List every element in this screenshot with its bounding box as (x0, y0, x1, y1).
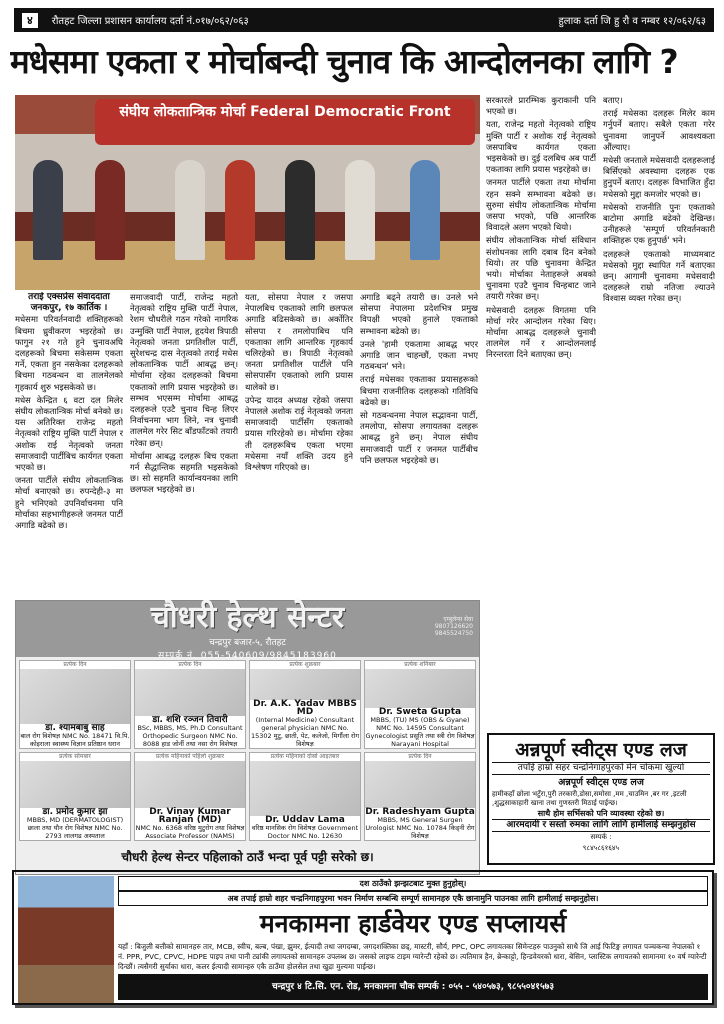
annapurna-contact-label: सम्पर्क : (590, 833, 612, 841)
hardware-line1: दश ठाउँको झन्झटबाट मुक्त हुनुहोस्। (118, 876, 708, 891)
doctor-details: MBBS, (TU) MS (OBS & Gyane) NMC No. 14595 Consultant Gynecologist प्रसूति तथा स्त्री रोग विशेषज्ञ Narayani Hospital (365, 716, 475, 748)
health-center-ad (15, 600, 480, 875)
doctor-name: Dr. Uddav Lama (265, 815, 345, 825)
doctor-photo (20, 761, 130, 808)
doctor-card (134, 752, 246, 841)
annapurna-subtitle: अन्नपूर्ण स्वीट्स एण्ड लज (558, 777, 644, 788)
doctor-card (249, 660, 361, 749)
doctor-grid (16, 657, 479, 844)
paragraph: मधेसी जनताले मधेसवादी दलहरूलाई बिर्सिएको अवस्थामा दलहरू एक हुनुपर्ने बताए। दलहरू विभाजित हुँदा मधेसको मुद्दा कमजोर भएको छ। (603, 155, 715, 199)
article-column-6 (603, 95, 715, 730)
annapurna-phone: ९८४५८६१६४५ (582, 844, 620, 852)
paragraph: समाजवादी पार्टी, राजेन्द्र महतो नेतृत्वको राष्ट्रिय मुक्ति पार्टी नेपाल, रेशम चौधरीले गठन गरेको नागरिक उन्मुक्ति पार्टी नेपाल, हृदयेश त्रिपाठी नेतृत्वको जनता प्रगतिशील पार्टी, सुरेशचन्द्र दास नेतृत्वको तराई मधेस लोकतान्त्रिक पार्टी आबद्ध छन्। मोर्चामा रहेका दलहरूको बिचमा एकताको लागि प्रयास भइरहेको छ। सम्भव भएसम्म मोर्चामा आबद्ध दलहरूले एउटै चुनाव चिन्ह लिएर निर्वाचनमा भाग लिने, नत्र चुनावी तालमेल गरेर सिट बाँडफाँटको तयारी गरेका छन्। (130, 292, 238, 448)
paragraph: उनले 'हामी एकतामा आबद्ध भएर अगाडि जान चाहन्छौं, एकता नभए गठबन्धन' भने। (360, 338, 478, 372)
health-ad-title: चौधरी हेल्थ सेन्टर (150, 600, 345, 635)
doctor-name: डा. प्रमोद कुमार झा (42, 807, 108, 817)
doctor-card (19, 660, 131, 749)
photo-banner: संघीय लोकतान्त्रिक मोर्चा Federal Democratic Front (95, 99, 475, 145)
doctor-details: MBBS, MS General Surgen Urologist NMC No. 10784 किड्नी रोग विशेषज्ञ (365, 816, 475, 840)
paragraph: मोर्चामा आबद्ध दलहरू बिच एकता गर्न सैद्धान्तिक सहमति भइसकेको छ। सो सहमति कार्यान्वयनका लागि छलफल भइरहेको छ। (130, 450, 238, 495)
doctor-name: Dr. Vinay Kumar Ranjan (MD) (149, 807, 231, 825)
doctor-schedule: प्रत्येक दिन (408, 753, 432, 760)
doctor-photo (135, 761, 245, 808)
doctor-photo (250, 669, 360, 700)
annapurna-ad (487, 733, 715, 865)
paragraph: सो गठबन्धनमा नेपाल सद्भावना पार्टी, तमलोपा, सोसपा लगायतका दलहरू आबद्ध हुने छन्। नेपाल संघीय समाजवादी पार्टी र जनमत पार्टीबीच पनि छलफल भइरहेको छ। (360, 410, 478, 465)
doctor-details: वरिष्ठ मानसिक रोग विशेषज्ञ Government Doctor NMC No. 12630 (251, 824, 359, 840)
annapurna-menu: हामीकहाँ छोला भटुँरा,पुरी तरकारी,डोसा,समोसा ,मम ,चाउमिन ,बर गर ,इटली ,शुद्धसाकाहारी खाना तथा गुणस्तरी मिठाई पाईन्छ। (492, 790, 687, 807)
paragraph: उपेन्द्र यादव अध्यक्ष रहेको जसपा नेपालले अशोक राई नेतृत्वको जनता समाजवादी पार्टीसँग एकताको प्रयास गरिरहेको छ। मोर्चामा रहेका ती दलहरूबिच एकता भएमा मधेसमा नयाँ शक्ति उदय हुने विश्लेषण गरिएको छ। (245, 394, 353, 473)
hardware-line2: अब तपाई हाम्रो शहर चन्द्रनिगाहपुरमा भवन निर्माण सम्बन्धि सम्पूर्ण सामानहरु एकै छानामुनि पाउनका लागि हामीलाई सम्झनुहोस। (118, 891, 708, 906)
health-ad-address: चन्द्रपुर बजार-५, रौतहट (209, 638, 286, 648)
health-ad-footer: चौधरी हेल्थ सेन्टर पहिलाको ठाउँ भन्दा पूर्व पट्टी सरेको छ। (121, 850, 374, 864)
doctor-details: MBBS, MD (DERMATOLOGIST) छाला तथा यौन रोग विशेषज्ञ NMC No. 2793 लालगढ अस्पताल (26, 816, 124, 840)
health-ad-header (16, 600, 479, 661)
doctor-details: बाल रोग विशेषज्ञ NMC No. 18471 वि.पि. कोइराला स्वास्थ्य विज्ञान प्रतिष्ठान धरान (20, 732, 130, 748)
doctor-schedule: प्रत्येक दिन (178, 661, 202, 668)
doctor-card (364, 752, 476, 841)
article-column-3 (245, 292, 353, 597)
doctor-photo (365, 761, 475, 808)
paragraph: बताए। (603, 95, 623, 105)
doctor-card (249, 752, 361, 841)
doctor-name: डा. श्यामबाबु साह (45, 723, 105, 733)
person-figure (285, 160, 315, 260)
article-column-1 (15, 292, 123, 597)
paragraph: संघीय लोकतान्त्रिक मोर्चा संविधान संशोधनका लागि दबाब दिन बनेको थियो। तर पछि चुनावमा केन्द्रित भयो। मोर्चाका नेताहरूले अबको चुनावमा एउटै चुनाव चिन्हबाट जाने तयारी गरेका छन्। (486, 235, 596, 302)
paragraph: मधेसमा परिवर्तनवादी शक्तिहरूको बिचमा ध्रुवीकरण भइरहेको छ। फागुन २१ गते हुने चुनावअघि दलहरूको बिचमा सकेसम्म एकता गर्ने, एकता हुन नसकेका दलहरूको बिचमा गठबन्धन वा तालमेलको गृहकार्य शुरु भइसकेको छ। (15, 314, 123, 392)
temple-image (18, 876, 114, 1003)
doctor-card (364, 660, 476, 749)
doctor-name: Dr. Sweta Gupta (378, 707, 462, 717)
hardware-body: यहाँ : बिजुली बत्तीको सामानहरु तार, MCB, स्वीच, बल्ब, पंखा, झुमर, ईत्यादी तथा जगदम्बा, जगदशक्तिका छड्, मास्टरी, सौर्य, PPC, OPC लगायतका सिमेन्टहरु पाउनुको साथै जि आई फिटिङ्ग लगायत पञ्चकन्या नेपालको १ नं. PPR, PVC, CPVC, HDPE पाइप तथा पानी ट्यांकी लगायतको सामानहरु उपलब्ध छ। जसको लाइफ टाइम ग्यारेन्टी रहेको छ। त्यतिमात्र हैन, ब्रेन्काट्टो, हिन्डवेयरको धारा, बेसिन, प्लास्टिक लगायतको सामानमा १० वर्ष ग्यारेन्टी दिन्छौं। त्यसैगरी सुर्याका धारा, कलर ईत्यादी सामान्हरु एकै ठाउँमा होलसेल तथा खुद्रा मुल्यमा पाईन्छ। (118, 942, 707, 971)
doctor-schedule: प्रत्येक दिन (63, 661, 87, 668)
news-photo (15, 95, 480, 290)
doctor-details: BSc, MBBS, MS, Ph.D Consultant Orthopedic Surgeon NMC No. 8088 हाड जोर्नी तथा नसा रोग विशेषज्ञ (137, 724, 243, 748)
doctor-card (19, 752, 131, 841)
annapurna-title: अन्नपूर्ण स्वीट्स एण्ड लज (515, 739, 687, 761)
registration-left: रौतहट जिल्ला प्रशासन कार्यालय दर्ता नं.०१७/०६२/०६३ (51, 16, 249, 27)
hardware-title: मनकामना हार्डवेयर एण्ड सप्लायर्स (259, 909, 567, 938)
hardware-footer: चन्द्रपुर ४ टि.सि. एन. रोड, मनकामना चौक सम्पर्क : ०५५ - ५४०५७३, ९८५५०४१५७३ (118, 974, 708, 1000)
doctor-schedule: प्रत्येक महिनाको पहिलो शुक्रबार (155, 753, 225, 760)
health-ad-phone: सम्पर्क नं. 055-540609/9845183960 (158, 651, 337, 661)
page-number: ४ (22, 13, 38, 28)
annapurna-slogan: आरमदायी र सस्तो रुमका लागि लागि हामीलाई सम्झनुहोस (492, 819, 710, 832)
registration-right: हुलाक दर्ता जि हु रौ व नम्बर १२/०६२/६३ (558, 16, 706, 27)
doctor-name: Dr. A.K. Yadav MBBS MD (253, 699, 357, 717)
page-header-bar (14, 8, 714, 32)
doctor-photo (135, 669, 245, 716)
paragraph: यता, सोसपा नेपाल र जसपा नेपालबिच एकताको लागि छलफल अगाडि बढिसकेको छ। अर्कोतिर सोसपा र तमलोपाबिच पनि एकताका लागि आन्तरिक गृहकार्य चलिरहेको छ। त्रिपाठी नेतृत्वको जनता प्रगतिशील पार्टीले पनि सोसपासँग एकताको लागि प्रयास थालेको छ। (245, 292, 353, 392)
annapurna-service: साथै होम सर्भिसको पनि व्यावस्था रहेको छ। (537, 809, 665, 818)
doctor-details: (Internal Medicine) Consultant general physician NMC No. 15302 मुटु, छाती, पेट, कलेजो, मिर्गौला रोग विशेषज्ञ (250, 716, 359, 748)
paragraph: मधेस केन्द्रित ६ वटा दल मिलेर संघीय लोकतान्त्रिक मोर्चा बनेको छ। यस अतिरिक्त राजेन्द्र महतो नेतृत्वको राष्ट्रिय मुक्ति पार्टी नेपाल र अशोक राई नेतृत्वको जनता समाजवादी पार्टीबिच कार्यगत एकता भएको छ। (15, 394, 123, 473)
doctor-schedule: प्रत्येक शुक्रबार (289, 661, 321, 668)
article-column-2 (130, 292, 238, 597)
paragraph: तराई मधेसका एकताका प्रयासहरूको बिचमा राजनीतिक दलहरूको गतिविधि बढेको छ। (360, 374, 478, 407)
doctor-name: Dr. Radeshyam Gupta (365, 807, 475, 817)
doctor-photo (365, 669, 475, 708)
paragraph: दलहरूले एकताको माध्यमबाट मधेसको मुद्दा स्थापित गर्ने बताएका छन्। आगामी चुनावमा मधेसवादी दलहरूले राम्रो नतिजा ल्याउने विश्वास व्यक्त गरेका छन्। (603, 248, 715, 304)
byline: तराई एक्सप्रेस संवाददाता (28, 292, 110, 302)
paragraph: जनमत पार्टीले एकता तथा मोर्चामा रहन सक्ने सम्भावना बढेको छ। सुरुमा संघीय लोकतान्त्रिक मोर्चामा जसपा भएको, पछि आन्तरिक विवादले अलग भएको थियो। (486, 177, 596, 233)
person-figure (345, 160, 375, 260)
doctor-photo (250, 761, 360, 816)
doctor-photo (20, 669, 130, 724)
paragraph: अगाडि बढ्ने तयारी छ। उनले भने सोसपा नेपालमा प्रदेशभित्र प्रमुख विपक्षी भएको हुनाले एकताको सम्भावना बढेको छ। (360, 292, 478, 336)
person-figure (410, 160, 440, 260)
paragraph: मधेसको राजनीति पुनः एकताको बाटोमा अगाडि बढेको देखिन्छ। उनीहरूले 'सम्पूर्ण परिवर्तनकारी शक्तिहरू एक हुनुपर्छ' भने। (603, 201, 715, 246)
article-column-4 (360, 292, 478, 597)
doctor-schedule: प्रत्येक सोमबार (59, 753, 91, 760)
dateline: जनकपुर, १७ कार्तिक । (30, 303, 108, 314)
paragraph: तराई मधेसका दलहरू मिलेर काम गर्नुपर्ने बताए। सबैले एकता गरेर चुनावमा जानुपर्ने आवश्यकता औंल्याए। (603, 108, 715, 152)
paragraph: मधेसवादी दलहरू विगतमा पनि मोर्चा गरेर आन्दोलन गरेका थिए। मोर्चामा आबद्ध दलहरूले चुनावी तालमेल गर्ने र आन्दोलनलाई निरन्तरता दिने बताएका छन्। (486, 304, 596, 360)
person-figure (225, 160, 255, 260)
doctor-name: डा. शशि रञ्जन तिवारी (152, 715, 228, 725)
annapurna-line1: तपाँई हाम्रो सहर चन्द्रनिगाहपुरको मेन चोकमा खुल्यो (492, 762, 710, 775)
doctor-schedule: प्रत्येक महिनाको दोस्रो आइतबार (270, 753, 340, 760)
person-figure (95, 160, 125, 260)
headline: मधेसमा एकता र मोर्चाबन्दी चुनाव कि आन्दोलनका लागि ? (10, 42, 678, 81)
doctor-details: NMC No. 6368 वरिष्ठ मुटुरोग तथा विशेषज्ञ Associate Professor (NAMS) (135, 824, 245, 840)
paragraph: सरकारले प्रारम्भिक कुराकानी पनि भएको छ। (486, 95, 596, 117)
doctor-card (134, 660, 246, 749)
paragraph: यता, राजेन्द्र महतो नेतृत्वको राष्ट्रिय मुक्ति पार्टी र अशोक राई नेतृत्वको जसपाबिच कार्यगत एकता भइसकेको छ। दुई दलबिच अब पार्टी एकताका लागि प्रयास भइरहेको छ। (486, 119, 596, 175)
doctor-schedule: प्रत्येक शनिबार (404, 661, 436, 668)
person-figure (175, 160, 205, 260)
hardware-ad (12, 870, 714, 1005)
ambulance-info: एम्बुलेन्स सेवा 9807126620 9845524750 (434, 616, 473, 637)
article-column-5 (486, 95, 596, 730)
person-figure (33, 160, 63, 260)
paragraph: जनता पार्टीले संघीय लोकतान्त्रिक मोर्चा बनाएको छ। रुपन्देही-३ मा हुने भनिएको उपनिर्वाचनमा पनि मोर्चाका सहभागीहरूले जनमत पार्टी अगाडि बढेको छ। (15, 475, 123, 531)
